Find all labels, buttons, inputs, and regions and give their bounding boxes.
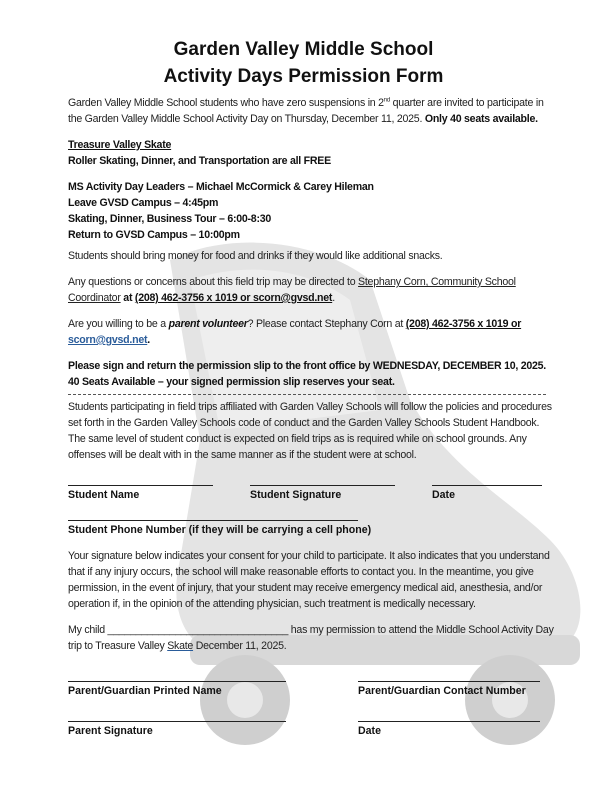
student-phone-line[interactable]	[68, 520, 358, 521]
student-signature-line[interactable]	[250, 485, 395, 486]
event-free-note: Roller Skating, Dinner, and Transportation are all FREE	[68, 155, 331, 167]
schedule-leave: Leave GVSD Campus – 4:45pm	[68, 197, 219, 209]
cut-line	[68, 394, 546, 395]
return-note: Please sign and return the permission slip to the front office by WEDNESDAY, DECEMBER 10, 2025.	[68, 360, 546, 372]
volunteer-paragraph: Are you willing to be a parent volunteer? Please contact Stephany Corn at (208) 462-3756 x 1019 or scorn@gvsd.net.	[68, 318, 522, 346]
parent-signature-label: Parent Signature	[68, 725, 153, 737]
money-note: Students should bring money for food and drinks if they would like additional snacks.	[68, 250, 443, 262]
guardian-contact-label: Parent/Guardian Contact Number	[358, 685, 526, 697]
guardian-name-label: Parent/Guardian Printed Name	[68, 685, 222, 697]
date-line[interactable]	[432, 485, 542, 486]
questions-paragraph: Any questions or concerns about this field trip may be directed to Stephany Corn, Community School Coordinator at (208) 462-3756 x 1019 or scorn@gvsd.net.	[68, 276, 516, 304]
schedule-leaders: MS Activity Day Leaders – Michael McCormick & Carey Hileman	[68, 181, 374, 193]
title-line-1: Garden Valley Middle School	[173, 39, 434, 60]
my-child-paragraph: My child ________________________________ has my permission to attend the Middle School Activity Day trip to Treasure Valley Skate December 11, 2025.	[68, 624, 554, 652]
contact-phone-email[interactable]: (208) 462-3756 x 1019 or scorn@gvsd.net	[134, 292, 333, 304]
event-name: Treasure Valley Skate	[68, 139, 172, 151]
contact-link[interactable]: Stephany Corn, Community School Coordinator	[68, 276, 516, 304]
date-label: Date	[432, 489, 455, 501]
guardian-name-line[interactable]	[68, 681, 286, 682]
conduct-paragraph: Students participating in field trips affiliated with Garden Valley Schools will follow the policies and procedures set forth in the Garden Valley Schools code of conduct and the Garden Valley Schools Student Handbook. The same level of student conduct is expected on field trips as is required while on school grounds. Any offenses will be dealt with in the same manner as if the student were at school.	[68, 401, 552, 461]
student-phone-row	[68, 508, 554, 538]
parent-signature-row	[68, 709, 554, 739]
title-line-2: Activity Days Permission Form	[163, 66, 444, 87]
student-name-line[interactable]	[68, 485, 213, 486]
date2-line[interactable]	[358, 721, 540, 722]
parent-signature-line[interactable]	[68, 721, 286, 722]
guardian-row	[68, 669, 554, 699]
intro-paragraph: Garden Valley Middle School students who have zero suspensions in 2nd quarter are invited to participate in the Garden Valley Middle School Activity Day on Thursday, December 11, 2025. Only 40 seats available.	[68, 97, 544, 125]
consent-paragraph: Your signature below indicates your consent for your child to participate. It also indicates that you understand that if any injury occurs, the school will make reasonable efforts to contact you. In the meantime, you give permission, in the event of injury, that your student may receive emergency medical aid, anesthesia, and/or operation if, in the opinion of the attending physician, such treatment is medically necessary.	[68, 550, 550, 610]
schedule-return: Return to GVSD Campus – 10:00pm	[68, 229, 240, 241]
seats-note: 40 Seats Available – your signed permission slip reserves your seat.	[68, 376, 395, 388]
student-phone-label: Student Phone Number (if they will be carrying a cell phone)	[68, 524, 372, 536]
guardian-contact-line[interactable]	[358, 681, 540, 682]
student-signature-label: Student Signature	[250, 489, 342, 501]
date2-label: Date	[358, 725, 381, 737]
email-link[interactable]: scorn@gvsd.net	[68, 334, 148, 346]
student-signature-row	[68, 473, 554, 503]
schedule-activities: Skating, Dinner, Business Tour – 6:00-8:30	[68, 213, 272, 225]
child-name-blank[interactable]: ________________________________	[107, 624, 289, 636]
student-name-label: Student Name	[68, 489, 140, 501]
